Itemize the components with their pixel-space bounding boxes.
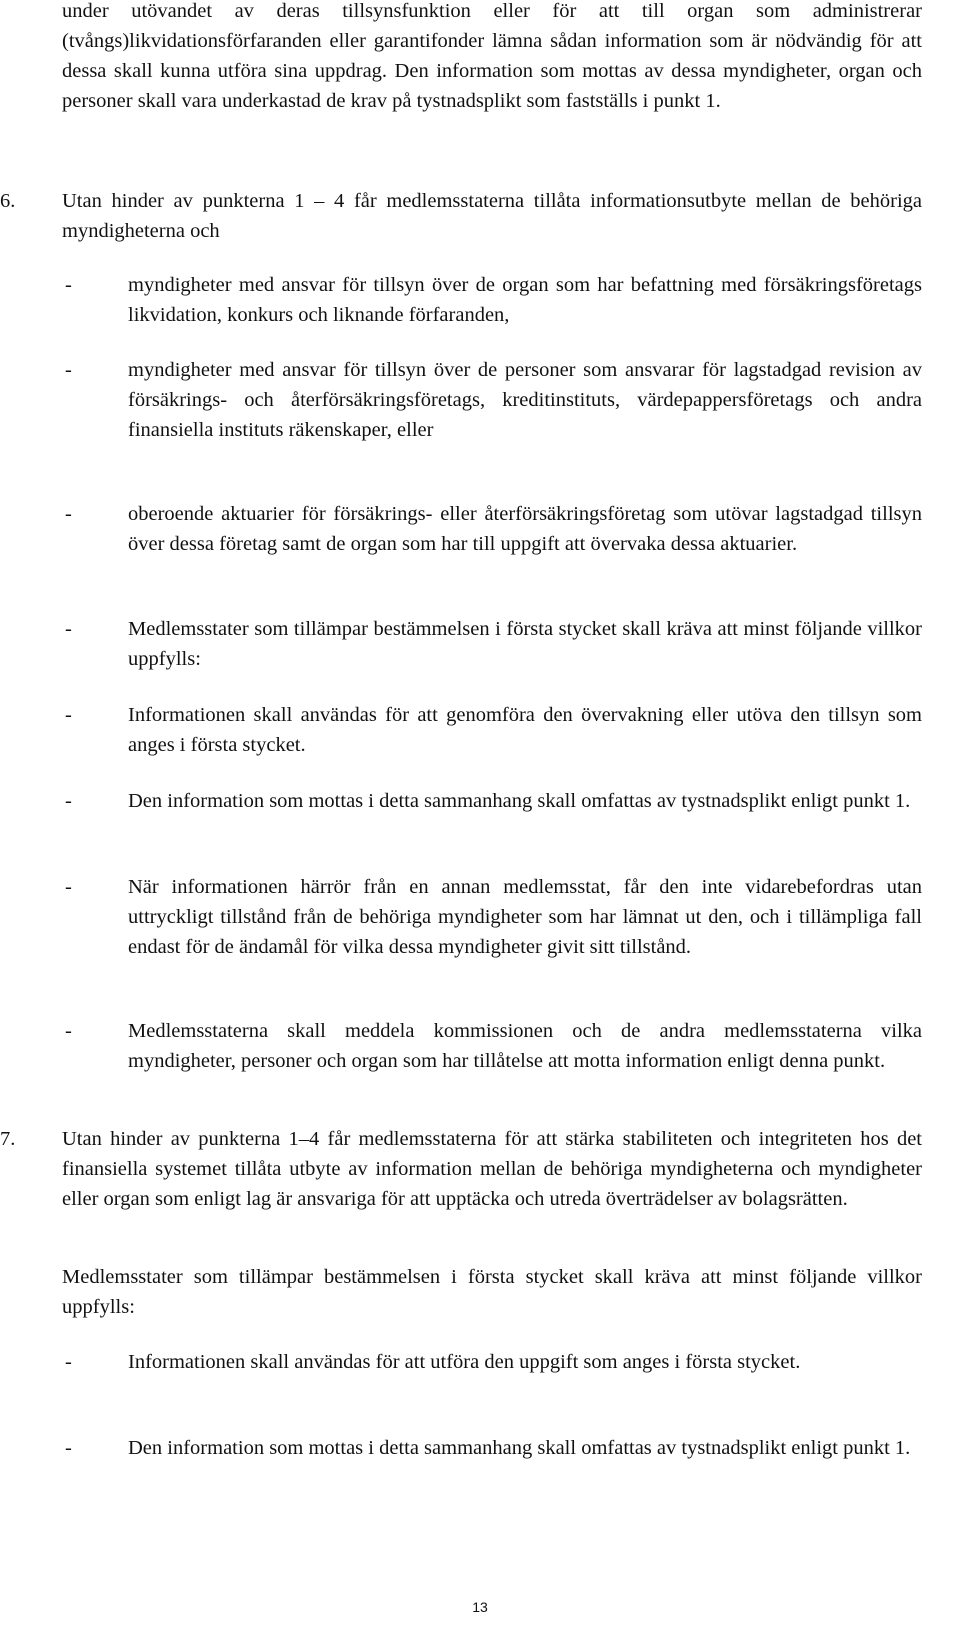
dash-marker: -	[65, 1351, 72, 1373]
section-6-number: 6.	[0, 190, 16, 212]
dash-marker: -	[65, 1437, 72, 1459]
dash-marker: -	[65, 790, 72, 812]
list-item-text: När informationen härrör från en annan medlemsstat, får den inte vidarebefordras utan uttryckligt tillstånd från de behöriga myndigheter som har lämnat ut den, och i tillämpliga fall endast för de ändamål för vilka dessa myndigheter givit sitt tillstånd.	[128, 876, 922, 958]
list-item-text: oberoende aktuarier för försäkrings- eller återförsäkringsföretag som utövar lagstadgad tillsyn över dessa företag samt de organ som har till uppgift att övervaka dessa aktuarier.	[128, 503, 922, 555]
list-item-text: Medlemsstaterna skall meddela kommissionen och de andra medlemsstaterna vilka myndigheter, personer och organ som har tillåtelse att motta information enligt denna punkt.	[128, 1020, 922, 1072]
dash-marker: -	[65, 618, 72, 640]
dash-marker: -	[65, 1020, 72, 1042]
section-7-text: Utan hinder av punkterna 1–4 får medlemsstaterna för att stärka stabiliteten och integriteten hos det finansiella systemet tillåta utbyte av information mellan de behöriga myndigheterna och myndigheter eller organ som enligt lag är ansvariga för att upptäcka och utreda överträdelser av bolagsrätten.	[62, 1128, 922, 1210]
section-7-number: 7.	[0, 1128, 16, 1150]
intro-paragraph: under utövandet av deras tillsynsfunktion eller för att till organ som administrerar (tvångs)likvidationsförfaranden eller garantifonder lämna sådan information som är nödvändig för att dessa skall kunna utföra sina uppdrag. Den information som mottas av dessa myndigheter, organ och personer skall vara underkastad de krav på tystnadsplikt som fastställs i punkt 1.	[62, 0, 922, 112]
dash-marker: -	[65, 876, 72, 898]
list-item-text: Informationen skall användas för att genomföra den övervakning eller utöva den tillsyn som anges i första stycket.	[128, 704, 922, 756]
list-item-text: Den information som mottas i detta sammanhang skall omfattas av tystnadsplikt enligt punkt 1.	[128, 790, 911, 812]
list-item-text: Medlemsstater som tillämpar bestämmelsen i första stycket skall kräva att minst följande villkor uppfylls:	[128, 618, 922, 670]
list-item-text: Informationen skall användas för att utföra den uppgift som anges i första stycket.	[128, 1351, 801, 1373]
section-7-second-paragraph: Medlemsstater som tillämpar bestämmelsen i första stycket skall kräva att minst följande villkor uppfylls:	[62, 1266, 922, 1318]
dash-marker: -	[65, 503, 72, 525]
section-6-text: Utan hinder av punkterna 1 – 4 får medlemsstaterna tillåta informationsutbyte mellan de behöriga myndigheterna och	[62, 190, 922, 242]
dash-marker: -	[65, 704, 72, 726]
dash-marker: -	[65, 359, 72, 381]
list-item-text: Den information som mottas i detta sammanhang skall omfattas av tystnadsplikt enligt punkt 1.	[128, 1437, 911, 1459]
dash-marker: -	[65, 274, 72, 296]
list-item-text: myndigheter med ansvar för tillsyn över de personer som ansvarar för lagstadgad revision av försäkrings- och återförsäkringsföretags, kreditinstituts, värdepappersföretags och andra finansiella instituts räkenskaper, eller	[128, 359, 922, 441]
list-item-text: myndigheter med ansvar för tillsyn över de organ som har befattning med försäkringsföretags likvidation, konkurs och liknande förfaranden,	[128, 274, 922, 326]
page-number: 13	[472, 1599, 488, 1615]
